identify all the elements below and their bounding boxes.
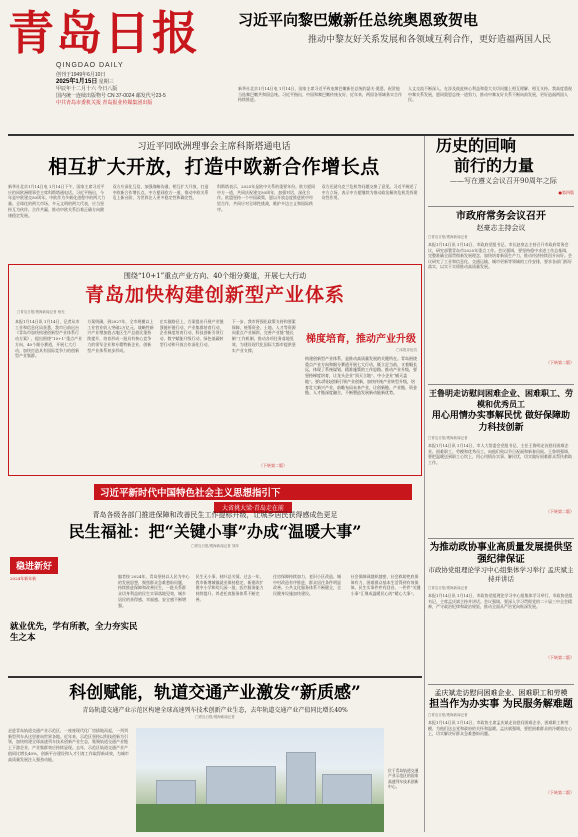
right-news-1[interactable]	[428, 210, 574, 380]
right-news-4-subtitle: 担当作为办实事 为民服务解难题	[429, 699, 573, 710]
feature-title[interactable]: 青岛加快构建创新型产业体系	[84, 284, 345, 306]
issue-date: 2025年1月15日	[56, 79, 98, 85]
commentary-title: 梯度培育，推动产业升级	[306, 334, 416, 345]
rule	[428, 384, 574, 385]
commentary-byline: □本报评论员	[396, 348, 417, 352]
europe-story-header	[8, 139, 420, 180]
right-news-3[interactable]	[428, 542, 574, 680]
feature-story-box[interactable]	[8, 264, 422, 476]
banner-subtitle: 大省挑大梁·青岛走在前	[214, 502, 292, 513]
right-news-3-title: 为推动政协事业高质量发展提供坚强纪律保证	[429, 542, 573, 565]
welfare-kicker: 青岛各级各部门推进保障和改善民生工作提标升级，让城乡居民获得感成色更足	[92, 511, 338, 519]
right-news-2-body: 本报1月14日讯 1月14日，市人大常委会党组书记、主任王鲁明走访慰问困难企业、困难职工、劳模和优秀员工，向他们致以节日祝福和新春问候。王鲁明强调，要把温暖送到职工心坎上，用心用情办实事、解民忧，切实做好困难群众帮扶救助工作。	[428, 443, 572, 465]
trees-shape	[136, 804, 384, 832]
right-news-2-title: 王鲁明走访慰问困难企业、困难职工、劳模和优秀员工	[429, 388, 573, 409]
banner-text: 习近平新时代中国特色社会主义思想指引下	[100, 488, 281, 499]
feature-paragraph: 下一步，我市将强化政策支持和要素保障，统筹资金、土地、人才等资源向重点产业倾斜，完善产业链“链长制”工作机制，推动各项任务落地见效，为建设现代化国际大都市提供坚实产业支撑。	[231, 319, 296, 353]
right-news-2-subtitle: 用心用情办实事解民忧 做好保障助力科技创新	[431, 411, 571, 433]
feature-paragraph: 本报1月14日讯 1月14日，记者从市工业和信息化局获悉，我市日前出台《青岛市加快构建创新型产业体系行动方案》，提出围绕“10+1”重点产业方向、40个细分赛道，开展七大行动，加快打造具有国际竞争力的创新型产业集群。	[15, 319, 83, 359]
feature-paragraph: 在实施路径上，方案提出开展产业链强链补链行动、产业集群培育行动、企业梯度培育行动、科技创新引领行动、数字赋能升级行动、绿色低碳转型行动和开放合作深化行动。	[159, 319, 224, 347]
right-news-2-byline: □青岛日报/观海新闻记者	[428, 436, 468, 440]
right-news-1-title: 市政府常务会议召开	[456, 211, 546, 222]
welfare-title[interactable]: 民生福祉：把“关键小事”办成“温暖大事”	[68, 522, 362, 541]
feature-body	[15, 319, 299, 471]
right-news-2-continued[interactable]: （下转第二版）	[546, 509, 574, 514]
newspaper-english-name: QINGDAO DAILY	[56, 62, 124, 69]
photo-caption: 位于青岛轨道交通产业示范区的国家高速列车技术创新中心。	[388, 768, 419, 790]
right-news-1-subtitle: 赵豪志主持会议	[476, 224, 526, 232]
europe-story-kicker: 习近平同欧洲理事会主席科斯塔通电话	[137, 142, 291, 152]
right-news-4-continued[interactable]: （下转第二版）	[546, 790, 574, 795]
top-story-paragraph: 新华社北京1月14日电 1月14日，国家主席习近平致电黎巴嫩新任总统约瑟夫·奥恩，祝贺他当选黎巴嫩共和国总统。习近平指出，中国和黎巴嫩传统友好，近年来，两国各领域务实合作持续推进。	[238, 86, 402, 103]
tech-photo[interactable]	[136, 728, 384, 832]
feature-continued[interactable]: （下转第二版）	[259, 463, 287, 468]
tech-title[interactable]: 科创赋能，轨道交通产业激发“新质感”	[69, 683, 361, 703]
history-teaser[interactable]	[428, 136, 574, 196]
commentary-body: 构建创新型产业体系，是推动高质量发展的关键所在。青岛围绕重点产业方向和细分赛道开展七大行动，既立足当前，又着眼长远，体现了系统谋划、精准施策的工作思路。推动产业升级，要坚持梯度培育，让龙头企业“顶天立地”、中小企业“铺天盖地”。要以科技创新引领产业创新，加快传统产业转型升级，培育壮大新兴产业，前瞻布局未来产业，让创新链、产业链、资金链、人才链深度融合，不断塑造发展新动能新优势。	[305, 356, 417, 396]
section-banner	[94, 484, 412, 500]
right-news-1-body: 本报1月14日讯 1月14日，市政府党组书记、市长赵豪志主持召开市政府常务会议，研究部署青岛市2025年重点工作。会议强调，要坚持稳中求进工作总基调，完整准确全面贯彻新发展理念，加快培育新质生产力，推动经济持续回升向好。会议研究了工业和信息化、交通运输、城市更新等领域的工作安排，要求各部门抓好落实，以实干实绩推动高质量发展。	[428, 242, 572, 270]
rule	[428, 538, 574, 539]
right-news-4[interactable]	[428, 688, 574, 832]
feature-kicker: 围绕“10+1”重点产业方向、40个细分赛道，开展七大行动	[123, 272, 307, 280]
europe-story-paragraph: 科斯塔表示，2025年是欧中关系的重要年份。欧方愿同中方一道，共同庆祝建交50周年，加强对话，深化合作。欧盟坚持一个中国政策，愿以开放态度推进欧中经贸合作，共同应对全球性挑战，维护多边主义和国际秩序。	[217, 184, 316, 212]
welfare-paragraph: 社会保障网越织越密，社会救助兜底保障有力，困难群众基本生活得到有效保障。民生实事件件有回音，一件件“关键小事”汇聚成温暖民心的“暖心大事”。	[350, 574, 421, 597]
feature-paragraph: 方案明确，到2027年，全市规模以上工业营业收入突破2万亿元，战略性新兴产业增加值占地区生产总值比重持续提升，培育形成一批具有核心竞争力的领军企业和专精特新企业，创新型产业体系初步形成。	[87, 319, 154, 353]
tech-story-header	[8, 682, 422, 720]
right-news-1-continued[interactable]: （下转第二版）	[546, 360, 574, 365]
right-news-4-body: 本报1月14日讯 1月14日，市政协主席孟庆斌走访慰问困难企业、困难职工和劳模，为他们送去党和政府的关怀和温暖。孟庆斌强调，要把困难群众的冷暖放在心上，切实解决好群众急难愁盼问题。	[428, 720, 572, 737]
history-title-2: 前行的力量	[454, 156, 535, 175]
top-story-title[interactable]: 习近平向黎巴嫩新任总统奥恩致贺电	[238, 11, 479, 29]
tech-body: 走进青岛轨道交通产业示范区，一座座现代化厂房拔地而起，一列列新型列车从这里驶向世界各地。近年来，示范区坚持以科技创新为引领，加快构建全球高速列车技术创新产业生态，集聚轨道交通产业链上下游企业，产业集群效应持续显现。去年，示范区轨道交通产业产值同比增长40%，创新平台建设和人才引育工作取得新成效，为城市高质量发展注入强劲动能。	[8, 728, 129, 762]
top-story-body	[238, 86, 572, 128]
steady-progress-badge	[10, 554, 110, 598]
column-divider	[424, 136, 425, 832]
publication-number: 国内统一连续出版物号 CN 37-0024 邮发代号23-5	[56, 93, 166, 99]
welfare-story-header	[8, 510, 422, 549]
right-news-3-body: 本报1月14日讯 1月14日，市政协党组理论学习中心组集体学习举行，市政协党组书记、主席孟庆斌主持并讲话。会议强调，要深入学习贯彻党的二十届三中全会精神，严守政治纪律和政治规矩，推动全面从严治党向纵深发展。	[428, 593, 573, 610]
welfare-paragraph: 编者按 2024年，青岛坚持以人民为中心的发展思想，聚焦群众急难愁盼问题，持续推进保障和改善民生，一批关系群众切身利益的民生实事落地见效，城乡居民的获得感、幸福感、安全感不断增强。	[118, 574, 190, 608]
newspaper-logo: 青岛日报	[8, 6, 200, 60]
welfare-paragraph: 住房保障持续加力，老旧小区改造、城中村改造有序推进，群众居住条件明显改善。公共文化服务体系不断健全，全民健身设施加快建设。	[273, 574, 341, 597]
publisher: 中共青岛市委机关报 青岛报业传媒集团出版	[56, 100, 153, 106]
europe-story-paragraph: 双方应深化互信，加强战略沟通，相互扩大开放，打造中欧新合作增长点。中方愿同欧方一道，推动中欧关系迈上新台阶，为世界注入更多稳定性和确定性。	[112, 184, 209, 201]
right-news-3-subtitle: 市政协党组理论学习中心组集体学习举行 孟庆斌主持并讲话	[428, 566, 574, 583]
right-news-4-title: 孟庆斌走访慰问困难企业、困难职工和劳模	[434, 689, 568, 697]
welfare-body	[118, 574, 422, 654]
welfare-column-heading: 就业优先，学有所教，全力夯实民生之本	[10, 622, 138, 643]
welfare-byline: □青岛日报/观海新闻记者 刘萍	[191, 544, 239, 548]
tech-byline: □青岛日报/观海新闻记者	[195, 715, 235, 719]
rule	[428, 206, 574, 207]
section-divider	[8, 676, 422, 678]
europe-story-body	[8, 184, 420, 248]
history-subtitle: ——写在遵义会议召开90周年之际	[450, 177, 557, 185]
founded-date: 创刊于1949年6月10日	[56, 72, 106, 78]
europe-story-paragraph: 新华社北京1月14日电 1月14日下午，国家主席习近平应约同欧洲理事会主席科斯塔通电话。习近平指出，今年是中欧建交50周年。中欧作为多极化进程中的两大力量、全球化的两大市场、多元文明的两大代表，应当坚持互为伙伴、合作共赢，推动中欧关系沿着正确方向健康稳定发展。	[8, 184, 106, 218]
masthead	[8, 6, 208, 136]
top-story-header	[238, 10, 572, 46]
history-title: 历史的回响	[436, 136, 517, 155]
tech-kicker: 青岛轨道交通产业示范区构建全球高速列车技术创新产业生态，去年轨道交通产业产值同比增长40%	[82, 707, 348, 714]
right-news-4-byline: □青岛日报/观海新闻记者	[428, 713, 468, 717]
top-story-paragraph: 人文交流不断深入，在涉及彼此核心利益和重大关切问题上相互理解、相互支持。我高度重视中黎关系发展，愿同奥恩总统一道努力，推动中黎友好关系不断向前发展，更好造福两国人民。	[408, 86, 572, 103]
masthead-meta	[56, 72, 208, 107]
feature-commentary[interactable]	[305, 333, 417, 471]
right-news-3-continued[interactable]: （下转第二版）	[546, 655, 574, 660]
europe-story-title[interactable]: 相互扩大开放，打造中欧新合作增长点	[48, 156, 380, 178]
weekday: 星期三	[98, 79, 114, 85]
lunar-date: 甲辰年十二月十六 今日八版	[56, 86, 118, 92]
right-news-1-byline: □青岛日报/观海新闻记者	[428, 235, 468, 239]
rule	[428, 684, 574, 685]
badge-label: 稳进新好	[10, 557, 58, 574]
right-news-2[interactable]	[428, 388, 574, 538]
feature-byline: □青岛日报/观海新闻记者 杨光	[17, 310, 65, 314]
europe-story-paragraph: 双方还就乌克兰危机等问题交换了意见。习近平阐述了中方立场，表示中方愿继续为推动政治解决危机发挥建设性作用。	[321, 184, 418, 201]
welfare-paragraph: 民生无小事，枝叶总关情。过去一年，我市新增城镇就业保持稳定，新建改扩建中小学和幼儿园一批，医疗服务能力持续提升，养老托育服务体系不断完善。	[195, 574, 264, 602]
badge-subtitle: 2024年新年新	[10, 576, 37, 581]
building-shape	[286, 752, 316, 810]
top-story-subtitle: 推动中黎友好关系发展和各领域互利合作，更好造福两国人民	[308, 35, 552, 45]
history-page-ref: ●第四版	[558, 190, 574, 195]
right-news-3-byline: □青岛日报/观海新闻记者	[428, 586, 468, 590]
